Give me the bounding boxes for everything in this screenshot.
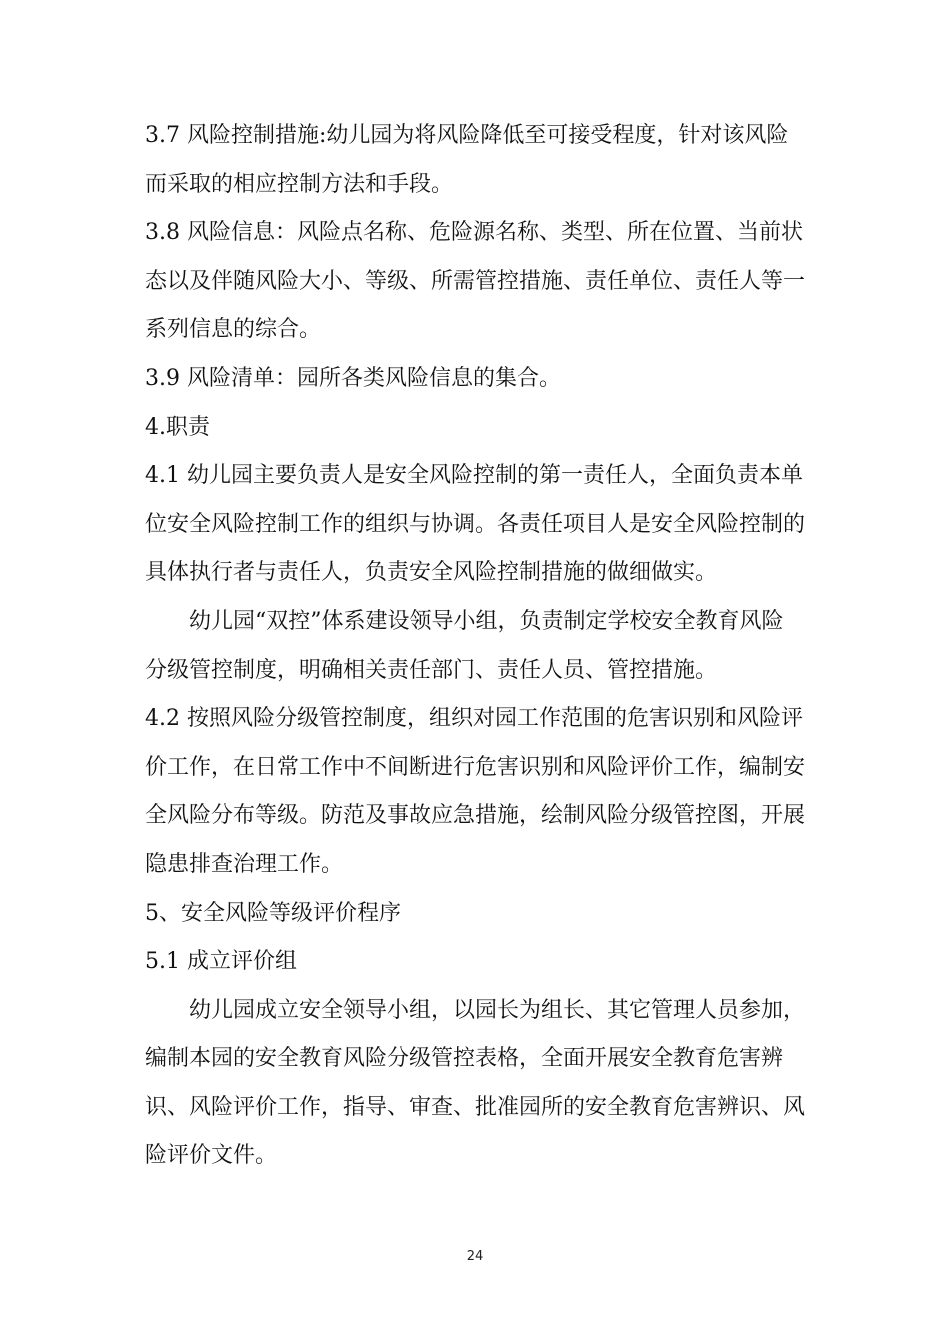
- text-line: 识、风险评价工作，指导、审查、批准园所的安全教育危害辨识、风: [145, 1094, 806, 1120]
- text-line: 隐患排查治理工作。: [145, 851, 344, 877]
- text-line: 3.8 风险信息：风险点名称、危险源名称、类型、所在位置、当前状: [145, 220, 803, 246]
- text-line: 4.2 按照风险分级管控制度，组织对园工作范围的危害识别和风险评: [145, 706, 803, 732]
- text-line: 险评价文件。: [145, 1143, 278, 1169]
- text-line: 编制本园的安全教育风险分级管控表格，全面开展安全教育危害辨: [145, 1046, 784, 1072]
- text-line: 3.7 风险控制措施:幼儿园为将风险降低至可接受程度，针对该风险: [145, 123, 789, 148]
- section-heading: 4.职责: [145, 414, 210, 440]
- text-line: 分级管控制度，明确相关责任部门、责任人员、管控措施。: [145, 657, 718, 683]
- text-line: 幼儿园成立安全领导小组，以园长为组长、其它管理人员参加，: [189, 997, 806, 1023]
- subsection-heading: 5.1 成立评价组: [145, 949, 297, 975]
- text-line: 价工作，在日常工作中不间断进行危害识别和风险评价工作，编制安: [145, 754, 806, 780]
- text-line: 幼儿园“双控”体系建设领导小组，负责制定学校安全教育风险: [189, 608, 784, 634]
- text-line: 具体执行者与责任人，负责安全风险控制措施的做细做实。: [145, 560, 718, 586]
- text-line: 全风险分布等级。防范及事故应急措施，绘制风险分级管控图，开展: [145, 803, 806, 829]
- document-body: [145, 112, 810, 1181]
- text-line: 而采取的相应控制方法和手段。: [145, 171, 454, 197]
- text-line: 4.1 幼儿园主要负责人是安全风险控制的第一责任人，全面负责本单: [145, 463, 803, 489]
- text-line: 3.9 风险清单：园所各类风险信息的集合。: [145, 365, 561, 391]
- page-number: 24: [466, 1249, 484, 1264]
- text-line: 系列信息的综合。: [145, 317, 322, 343]
- text-line: 位安全风险控制工作的组织与协调。各责任项目人是安全风险控制的: [145, 511, 806, 537]
- section-heading: 5、安全风险等级评价程序: [145, 900, 401, 926]
- text-line: 态以及伴随风险大小、等级、所需管控措施、责任单位、责任人等一: [145, 268, 806, 294]
